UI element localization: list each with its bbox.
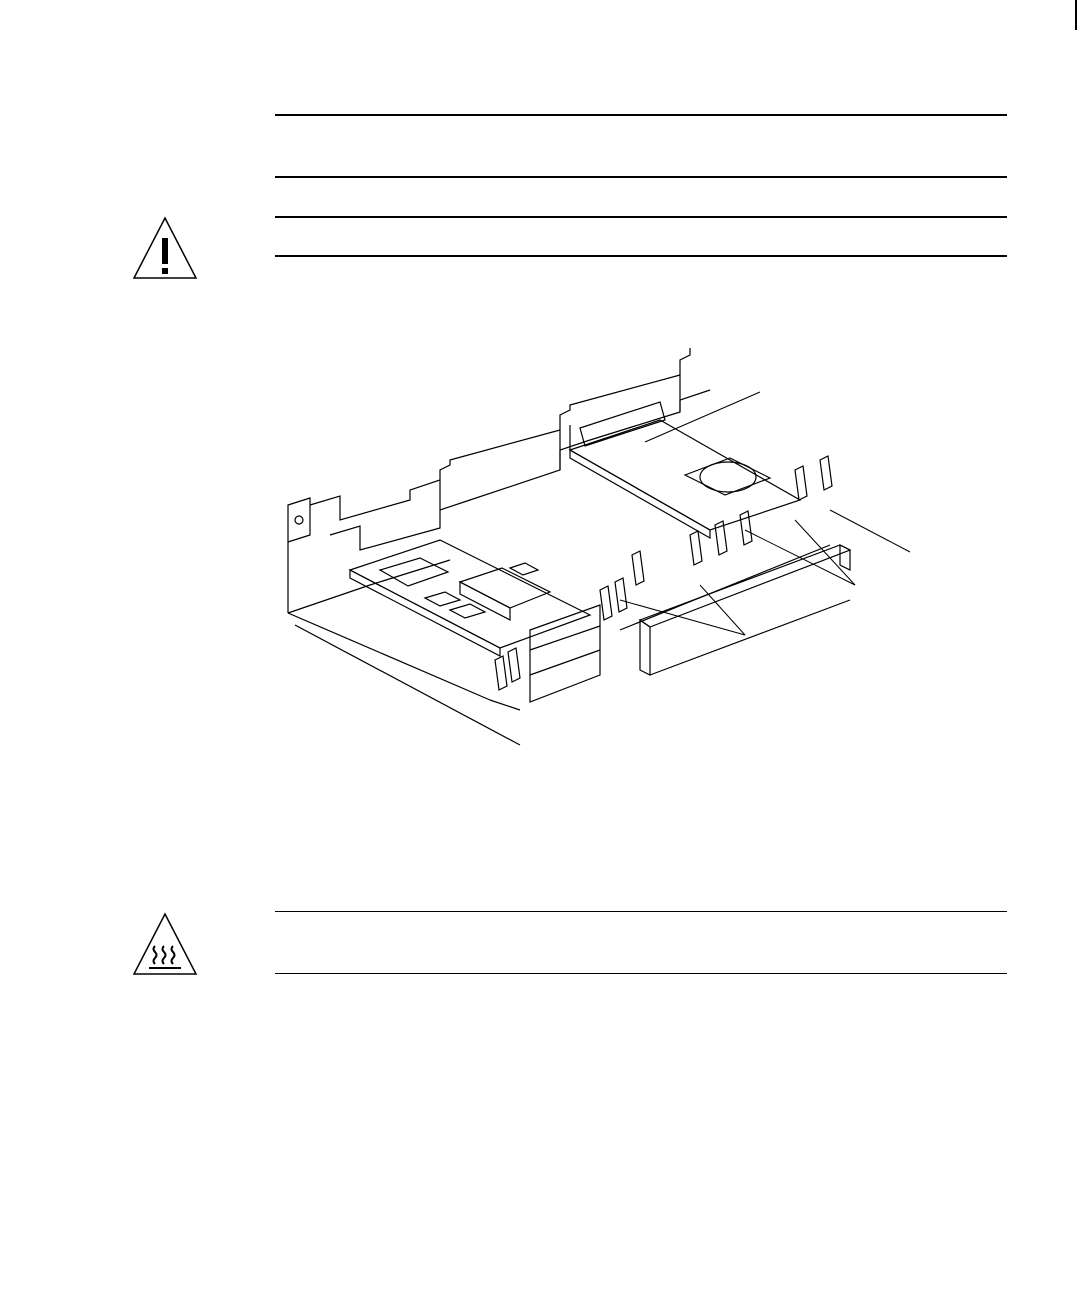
chassis-back-wall — [310, 348, 710, 550]
figure-cpu-module-tray — [270, 330, 930, 760]
hot-surface-bottom-rule — [275, 973, 1007, 974]
cpu-module-left — [350, 540, 590, 656]
callout-leaders — [620, 392, 910, 635]
hot-surface-top-rule — [275, 911, 1007, 912]
page-edge-marker — [1075, 0, 1077, 30]
caution-top-rule — [275, 216, 1007, 218]
cpu-module-right — [570, 402, 800, 538]
chassis-floor — [288, 560, 520, 745]
caution-triangle-icon — [131, 214, 199, 282]
note-bottom-rule — [275, 176, 1007, 178]
note-top-rule — [275, 114, 1007, 116]
hot-surface-triangle-icon — [131, 910, 199, 978]
chassis-left-bracket — [288, 498, 310, 613]
ejector-left — [495, 578, 627, 702]
caution-bottom-rule — [275, 255, 1007, 257]
